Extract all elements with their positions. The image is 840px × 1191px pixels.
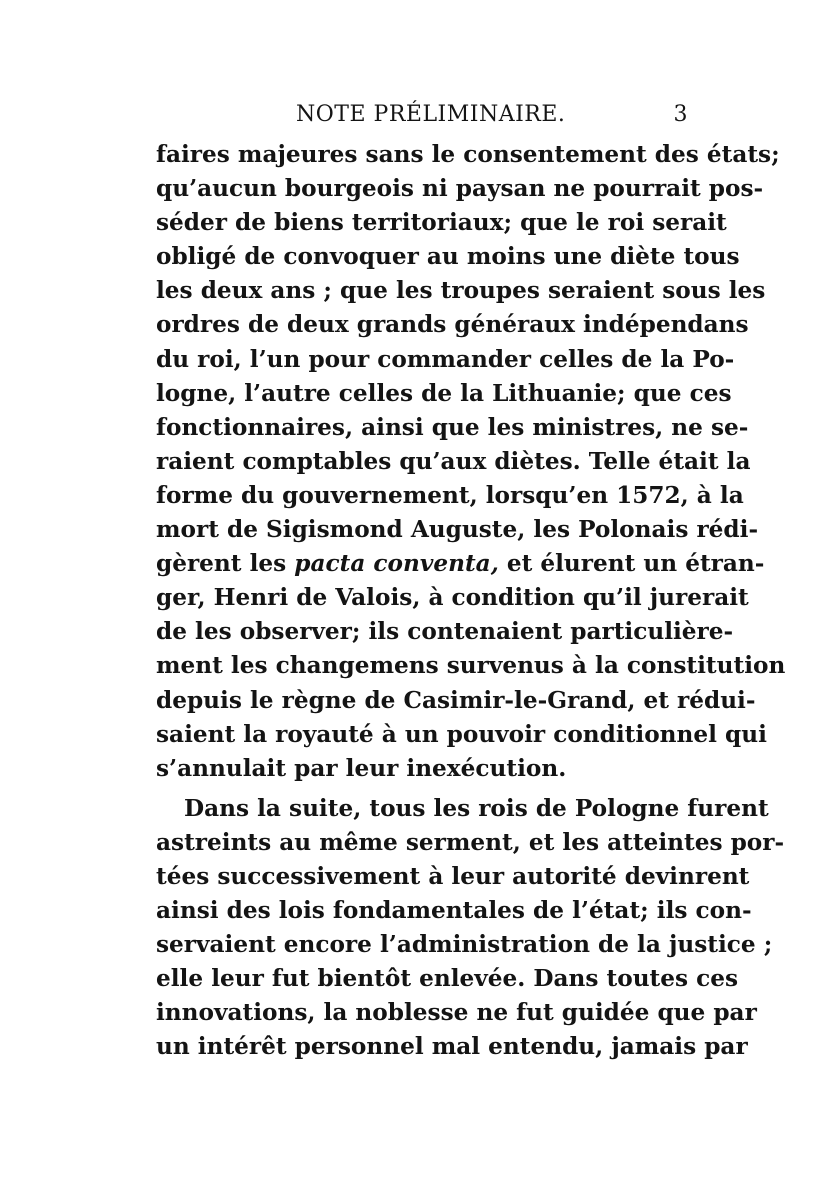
text-line: Dans la suite, tous les rois de Pologne furent	[184, 794, 769, 822]
text-line: servaient encore l’administration de la justice ;	[156, 931, 773, 959]
text-line: faires majeures sans le consentement des états;	[156, 141, 780, 168]
text-line: les deux ans ; que les troupes seraient sous les	[156, 277, 766, 305]
running-head	[156, 98, 688, 132]
text-line: fonctionnaires, ainsi que les ministres, ne se-	[156, 413, 749, 441]
text-line: s’annulait par leur inexécution.	[156, 754, 567, 782]
text-line: obligé de convoquer au moins une diète tous	[156, 243, 740, 271]
text-line: de les observer; ils contenaient particulière-	[156, 618, 734, 646]
text-line: ainsi des lois fondamentales de l’état; ils con-	[156, 897, 752, 925]
text-line: raient comptables qu’aux diètes. Telle était la	[156, 447, 751, 475]
running-title: NOTE PRÉLIMINAIRE.	[296, 102, 566, 127]
text-line: elle leur fut bientôt enlevée. Dans toutes ces	[156, 965, 739, 993]
line-text-end: et élurent un étran-	[498, 550, 765, 578]
text-line: qu’aucun bourgeois ni paysan ne pourrait pos-	[156, 175, 764, 203]
text-line: ordres de deux grands généraux indépendans	[156, 311, 749, 339]
paragraph-2	[156, 792, 785, 1065]
line-text-start: gèrent les	[156, 550, 295, 578]
text-line: depuis le règne de Casimir-le-Grand, et rédui-	[156, 686, 756, 714]
italic-latin-term: pacta conventa,	[294, 550, 499, 578]
text-line: séder de biens territoriaux; que le roi serait	[156, 209, 727, 237]
text-line-with-italic	[156, 547, 765, 581]
text-line: tées successivement à leur autorité devinrent	[156, 862, 750, 890]
text-line: astreints au même serment, et les atteintes por-	[156, 828, 785, 856]
text-line: un intérêt personnel mal entendu, jamais par	[156, 1033, 748, 1061]
text-line: ger, Henri de Valois, à condition qu’il jurerait	[156, 584, 749, 612]
text-line: mort de Sigismond Auguste, les Polonais rédi-	[156, 516, 759, 544]
text-line: du roi, l’un pour commander celles de la Po-	[156, 345, 735, 373]
text-line: ment les changemens survenus à la constitution	[156, 652, 786, 680]
page-number: 3	[673, 102, 688, 127]
text-line: saient la royauté à un pouvoir conditionnel qui	[156, 720, 767, 748]
text-line: forme du gouvernement, lorsqu’en 1572, à la	[156, 481, 744, 509]
text-line: logne, l’autre celles de la Lithuanie; que ces	[156, 379, 732, 407]
text-line: innovations, la noblesse ne fut guidée que par	[156, 999, 757, 1027]
paragraph-1	[156, 138, 786, 786]
body-text	[156, 138, 786, 1065]
